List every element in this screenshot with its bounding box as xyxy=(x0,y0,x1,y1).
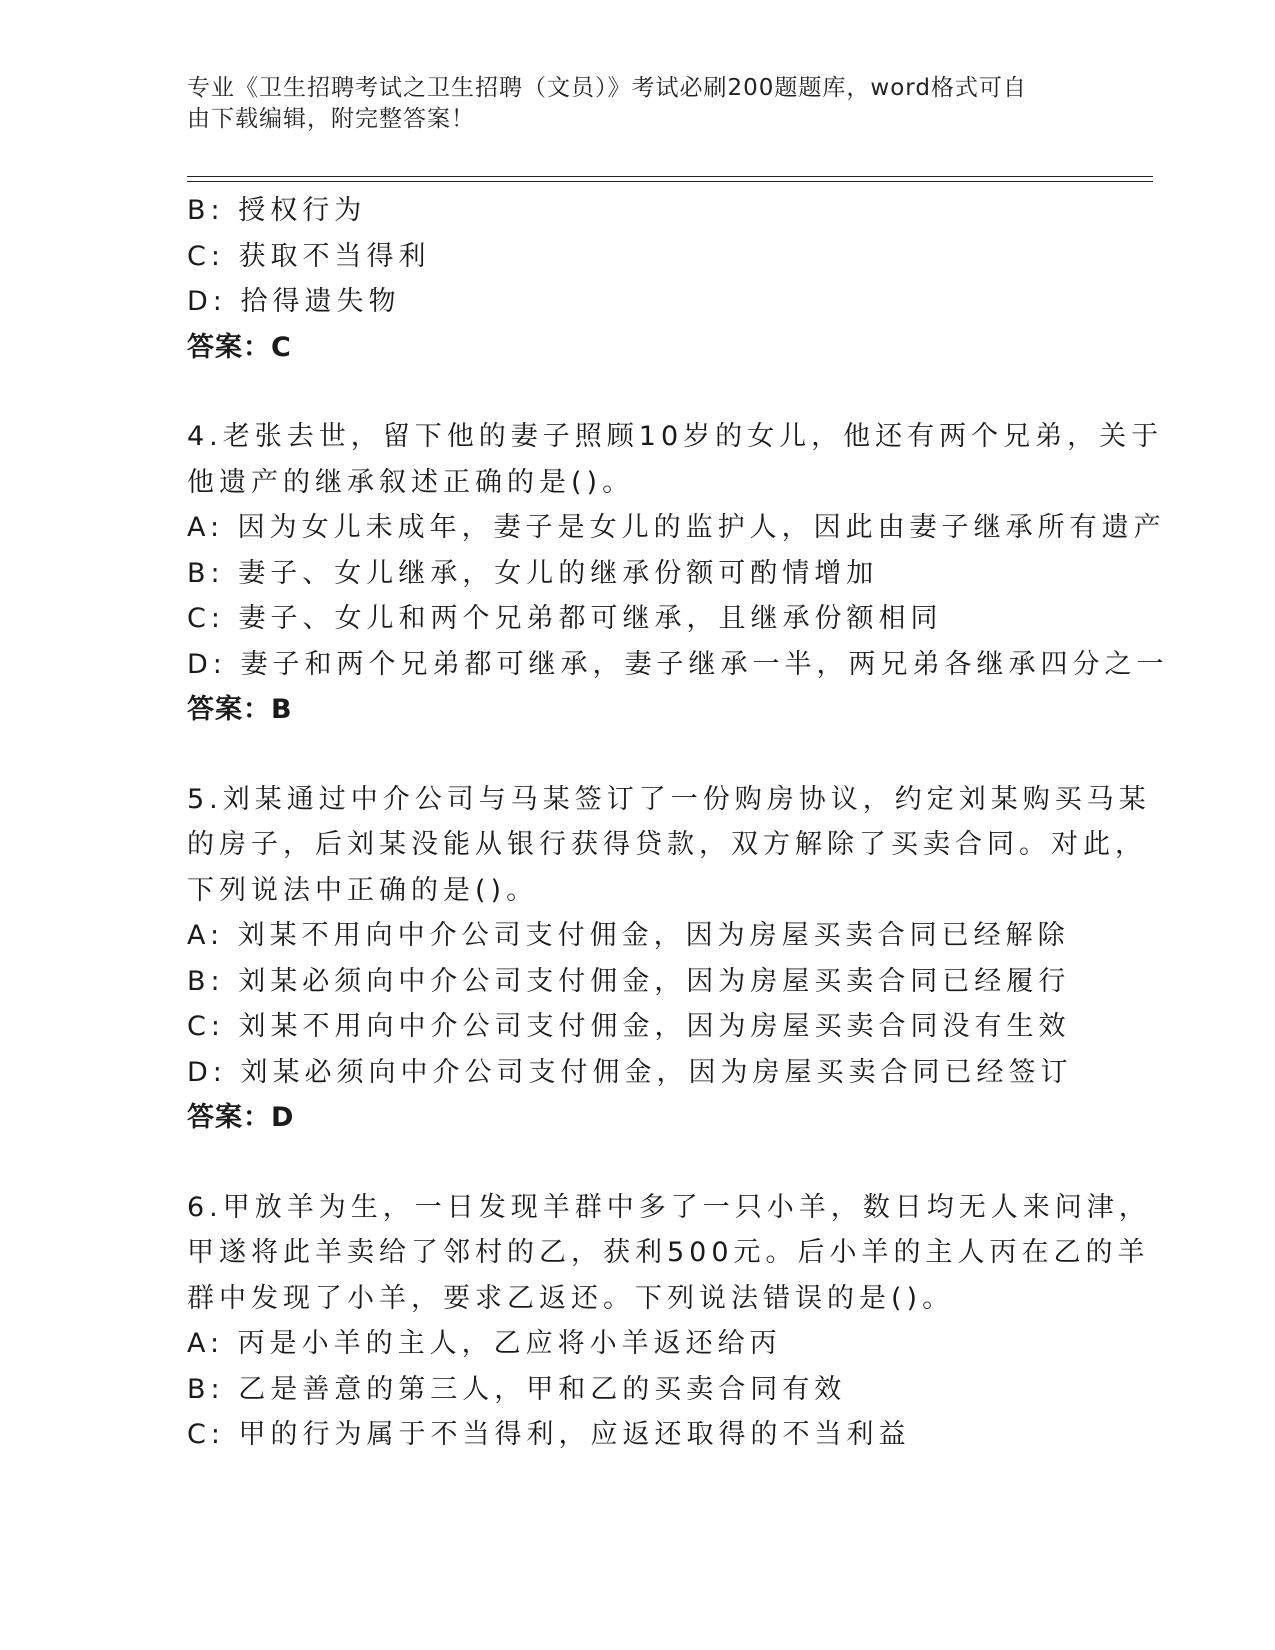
answer-line: 答案：D xyxy=(187,1102,295,1133)
question-block-4 xyxy=(187,414,1169,733)
question-text-line: 他遗产的继承叙述正确的是()。 xyxy=(187,466,635,498)
question-block-6 xyxy=(187,1185,1151,1458)
option-b: B: 妻子、女儿继承，女儿的继承份额可酌情增加 xyxy=(187,557,879,589)
option-c: C: 甲的行为属于不当得利，应返还取得的不当利益 xyxy=(187,1419,911,1450)
page-header xyxy=(187,73,1067,135)
option-d: D: 刘某必须向中介公司支付佣金，因为房屋买卖合同已经签订 xyxy=(187,1056,1073,1088)
answer-line: 答案：C xyxy=(187,331,292,363)
option-b: B: 乙是善意的第三人，甲和乙的买卖合同有效 xyxy=(187,1373,847,1405)
option-c: C: 获取不当得利 xyxy=(187,240,431,272)
option-d: D: 拾得遗失物 xyxy=(187,286,401,317)
question-block-3 xyxy=(187,188,1087,370)
header-line-2: 由下载编辑，附完整答案！ xyxy=(187,106,475,132)
option-a: A: 刘某不用向中介公司支付佣金，因为房屋买卖合同已经解除 xyxy=(187,920,1070,951)
option-b: B: 刘某必须向中介公司支付佣金，因为房屋买卖合同已经履行 xyxy=(187,965,1071,997)
option-a: A: 因为女儿未成年，妻子是女儿的监护人，因此由妻子继承所有遗产 xyxy=(187,512,1166,543)
header-divider-bottom xyxy=(187,181,1153,182)
question-text-line: 的房子，后刘某没能从银行获得贷款，双方解除了买卖合同。对此， xyxy=(187,829,1147,860)
question-text-line: 5.刘某通过中介公司与马某签订了一份购房协议，约定刘某购买马某 xyxy=(187,783,1151,815)
question-list xyxy=(187,188,1169,1458)
option-d: D: 妻子和两个兄弟都可继承，妻子继承一半，两兄弟各继承四分之一 xyxy=(187,648,1169,680)
option-c: C: 妻子、女儿和两个兄弟都可继承，且继承份额相同 xyxy=(187,603,943,634)
question-text-line: 4.老张去世，留下他的妻子照顾10岁的女儿，他还有两个兄弟，关于 xyxy=(187,421,1164,452)
header-line-1: 专业《卫生招聘考试之卫生招聘（文员）》考试必刷200题题库，word格式可自 xyxy=(187,75,1027,101)
question-text-line: 群中发现了小羊，要求乙返还。下列说法错误的是()。 xyxy=(187,1282,955,1314)
answer-line: 答案：B xyxy=(187,694,293,725)
option-c: C: 刘某不用向中介公司支付佣金，因为房屋买卖合同没有生效 xyxy=(187,1011,1071,1042)
option-b: B: 授权行为 xyxy=(187,195,367,226)
question-text-line: 甲遂将此羊卖给了邻村的乙，获利500元。后小羊的主人丙在乙的羊 xyxy=(187,1237,1150,1268)
question-text-line: 下列说法中正确的是()。 xyxy=(187,874,539,906)
option-a: A: 丙是小羊的主人，乙应将小羊返还给丙 xyxy=(187,1328,782,1359)
header-divider-top xyxy=(187,176,1153,177)
question-block-5 xyxy=(187,777,1151,1141)
question-text-line: 6.甲放羊为生，一日发现羊群中多了一只小羊，数日均无人来问津， xyxy=(187,1191,1151,1223)
